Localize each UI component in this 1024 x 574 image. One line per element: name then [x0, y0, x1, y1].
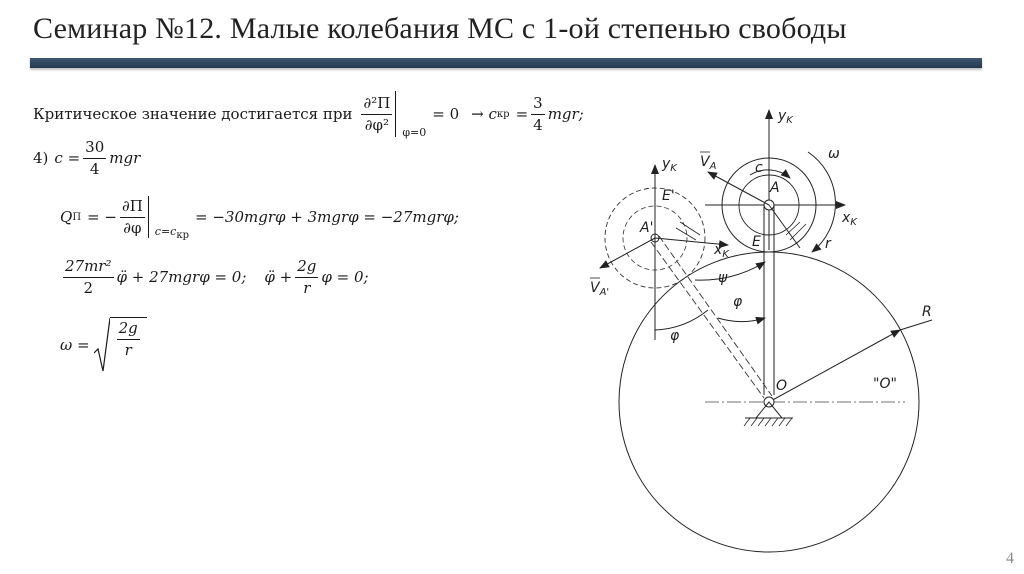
math-line-generalized-force [60, 190, 459, 244]
equals-zero: = 0 [432, 105, 460, 123]
fraction-denominator: ∂φ² [364, 115, 390, 134]
frequency-fraction [117, 320, 140, 358]
fraction-denominator: r [303, 278, 311, 297]
inertia-fraction [63, 258, 114, 296]
fraction-denominator: r [124, 340, 132, 359]
equals-sign: = [515, 105, 529, 123]
label-phi-1: φ [733, 294, 743, 310]
mgr-tail: mgr [109, 149, 141, 167]
label-omega: ω [828, 146, 840, 162]
equation-middle: φ̈ + 27mgrφ = 0; [116, 268, 247, 286]
generalized-force-rhs: = −30mgrφ + 3mgrφ = −27mgrφ; [195, 208, 459, 226]
ground-hatching [744, 418, 792, 426]
phi-arc-2 [655, 310, 708, 330]
label-VA: $V_A$ [700, 154, 717, 172]
square-root [94, 317, 147, 373]
math-line-frequency [60, 316, 147, 374]
derivative-fraction [120, 198, 145, 236]
evaluation-subscript: $c=c_{кр}$ [154, 224, 189, 242]
item-label: 4) [33, 149, 49, 167]
math-line-equation-of-motion [60, 250, 369, 304]
equals-minus: = − [87, 208, 117, 226]
hatch-3 [680, 222, 700, 235]
fraction-denominator: 4 [533, 115, 543, 134]
reduced-equation-lhs: φ̈ + [264, 268, 293, 286]
fraction-numerator: 2g [117, 320, 140, 340]
phi-arc-1 [718, 318, 765, 322]
label-O: O [776, 378, 788, 394]
omega-equals: ω = [60, 336, 90, 354]
fraction-numerator: ∂²П [361, 95, 392, 115]
label-E: E [752, 234, 761, 250]
fraction-denominator: 4 [89, 159, 100, 178]
evaluation-bar [395, 91, 396, 137]
fraction-numerator: 2g [295, 258, 318, 278]
label-yk-top: $y_K$ [778, 108, 793, 126]
evaluation-subscript: φ=0 [402, 125, 427, 139]
c-kr-subscript: кр [496, 108, 510, 120]
c-equals: c = [54, 149, 81, 167]
title-divider [30, 58, 982, 68]
fraction-numerator: 3 [531, 95, 545, 115]
reduced-equation-fraction [295, 258, 318, 296]
displaced-rod-2 [659, 236, 772, 396]
mechanism-diagram [580, 95, 980, 555]
mgr-tail: mgr; [547, 105, 584, 123]
c-fraction [83, 139, 106, 177]
label-A-prime: A' [640, 220, 654, 236]
math-line-c-value [33, 134, 140, 182]
slide-title: Семинар №12. Малые колебания МС с 1-ой степенью свободы [33, 12, 847, 45]
psi-arc [695, 262, 765, 280]
page-number: 4 [1006, 550, 1014, 567]
label-xk-right: $x_K$ [842, 210, 857, 228]
label-VA-prime: $V_{A'}$ [590, 280, 610, 298]
label-r: r [825, 236, 831, 252]
velocity-VA-prime-arrow [600, 238, 655, 268]
velocity-VA-arrow [708, 172, 769, 205]
label-A: A [770, 180, 780, 196]
radius-R-leader [900, 320, 932, 330]
critical-text: Критическое значение достигается при [33, 105, 353, 123]
label-phi-2: φ [670, 328, 680, 344]
fraction-denominator: 2 [83, 278, 94, 297]
label-E-prime: E' [662, 188, 675, 204]
fraction-numerator: ∂П [120, 198, 145, 218]
label-xk-left: $x_K$ [714, 242, 729, 260]
label-R: R [922, 304, 932, 320]
label-c: c [755, 160, 763, 176]
fraction-numerator: 27mr² [63, 258, 114, 278]
evaluation-bar [148, 196, 149, 238]
radical-sign [94, 317, 110, 373]
fraction-denominator: ∂φ [123, 218, 142, 237]
q-subscript: П [72, 211, 82, 223]
arrow-c: → c [471, 105, 497, 123]
reduced-equation-rhs: φ = 0; [321, 268, 369, 286]
fraction-numerator: 30 [83, 139, 106, 159]
q-symbol: Q [60, 208, 73, 226]
omega-arc [808, 152, 835, 252]
label-psi: ψ [718, 270, 728, 286]
label-O-quote: "O" [873, 376, 897, 392]
c-kr-fraction [531, 95, 545, 133]
label-yk-left: $y_K$ [662, 156, 677, 174]
second-derivative-fraction [361, 95, 392, 133]
